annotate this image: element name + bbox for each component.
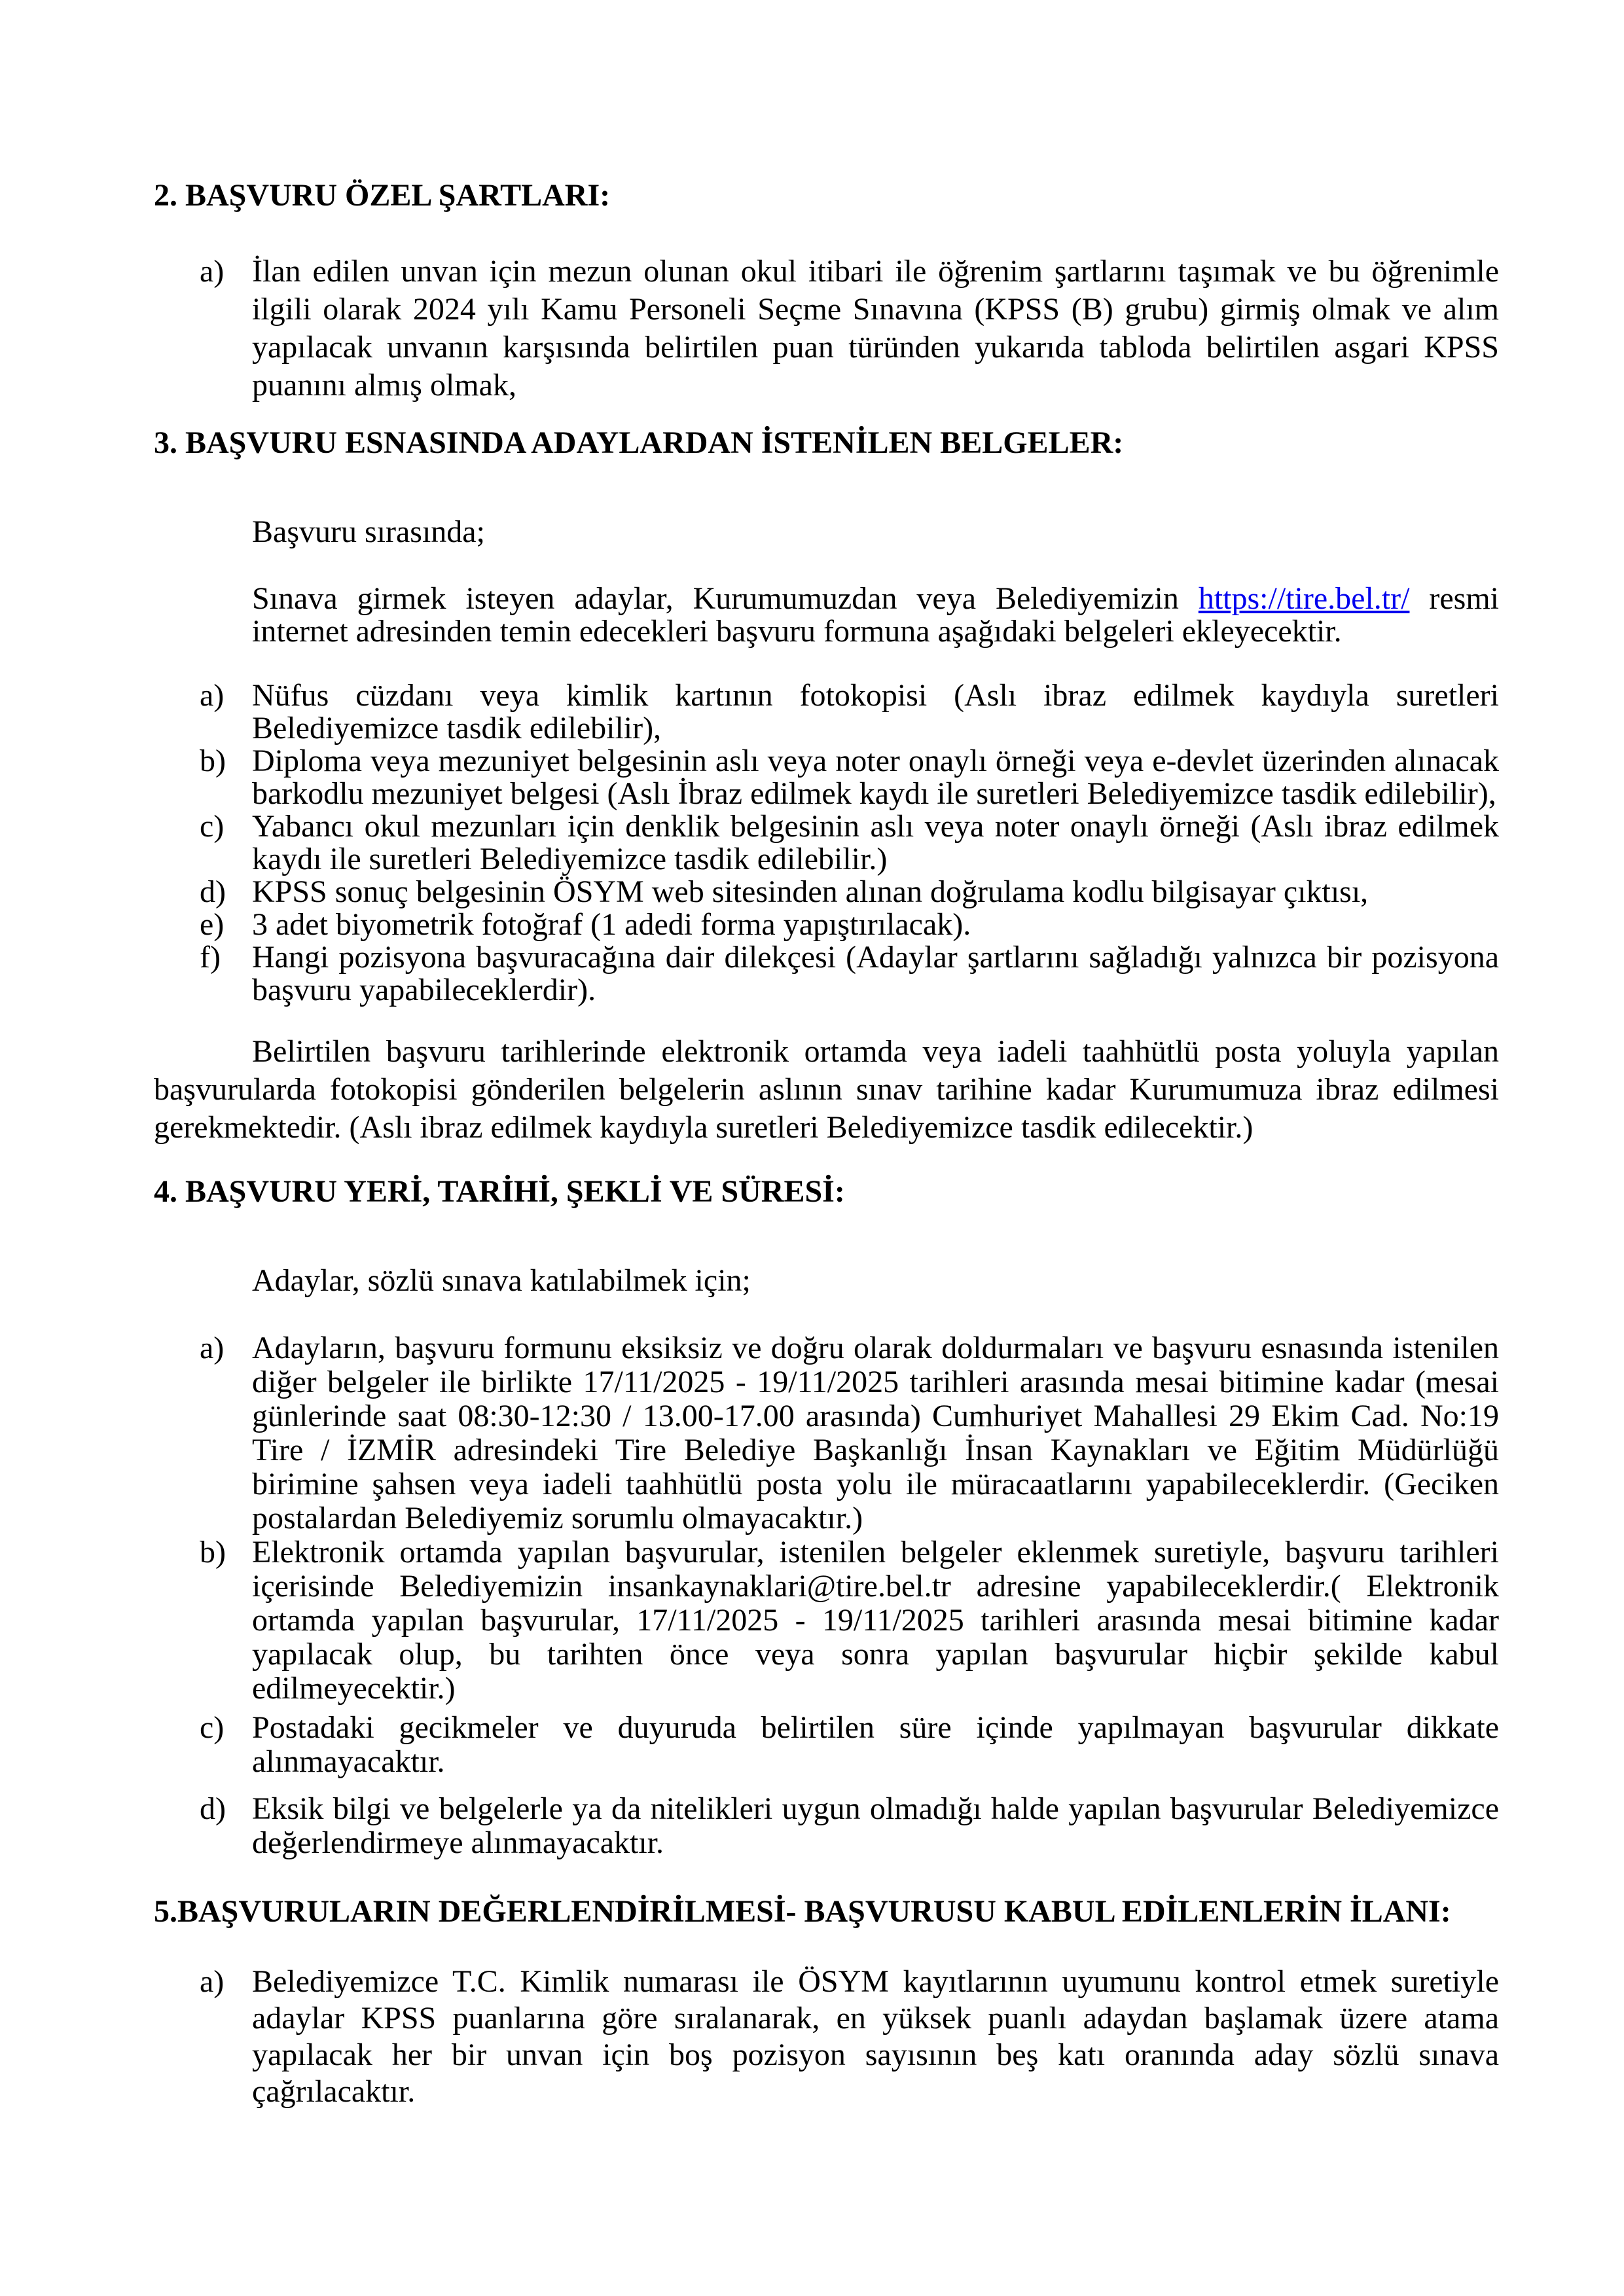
list-item [154,1792,1499,1860]
list-item-text: Adayların, başvuru formunu eksiksiz ve doğru olarak doldurmaları ve başvuru esnasında istenilen diğer belgeler ile birlikte 17/11/2025 - 19/11/2025 tarihleri arasında mesai bitimine kadar (mesai günlerinde saat 08:30-12:30 / 13.00-17.00 arasında) Cumhuriyet Mahallesi 29 Ekim Cad. No:19 Tire / İZMİR adresindeki Tire Belediye Başkanlığı İnsan Kaynakları ve Eğitim Müdürlüğü birimine şahsen veya iadeli taahhütlü posta yolu ile müracaatlarını yapabileceklerdir. (Geciken postalardan Belediyemiz sorumlu olmayacaktır.) [252,1331,1499,1535]
list-item-text: İlan edilen unvan için mezun olunan okul itibari ile öğrenim şartlarını taşımak ve bu öğrenimle ilgili olarak 2024 yılı Kamu Personeli Seçme Sınavına (KPSS (B) grubu) girmiş olmak ve alım yapılacak unvanın karşısında belirtilen puan türünden yukarıda tabloda belirtilen asgari KPSS puanını almış olmak, [252,254,1499,403]
list-item-text: Postadaki gecikmeler ve duyuruda belirtilen süre içinde yapılmayan başvurular dikkate alınmayacaktır. [252,1710,1499,1779]
list-marker: a) [200,254,225,289]
list-marker: d) [200,874,226,909]
list-item [154,941,1499,1007]
website-link[interactable]: https://tire.bel.tr/ [1198,581,1410,616]
section-3-list [154,679,1499,1007]
list-item [154,1711,1499,1779]
section-5-heading: 5.BAŞVURULARIN DEĞERLENDİRİLMESİ- BAŞVURUSU KABUL EDİLENLERİN İLANI: [154,1894,1451,1929]
list-item [154,1535,1499,1706]
section-3-heading: 3. BAŞVURU ESNASINDA ADAYLARDAN İSTENİLEN BELGELER: [154,425,1124,460]
list-item [154,745,1499,810]
list-item-text: 3 adet biyometrik fotoğraf (1 adedi forma yapıştırılacak). [252,907,971,942]
list-marker: f) [200,940,221,975]
list-marker: b) [200,1535,226,1570]
section-2-list [154,253,1499,404]
list-item-text: Belediyemizce T.C. Kimlik numarası ile ÖSYM kayıtlarının uyumunu kontrol etmek suretiyle adaylar KPSS puanlarına göre sıralanarak, en yüksek puanlı adaydan başlamak üzere atama yapılacak her bir unvan için boş pozisyon sayısının beş katı oranında aday sözlü sınava çağrılacaktır. [252,1964,1499,2109]
list-item [154,1964,1499,2110]
section-3-intro-2 [154,583,1499,648]
list-item [154,253,1499,404]
list-item-text: Elektronik ortamda yapılan başvurular, istenilen belgeler eklenmek suretiyle, başvuru tarihleri içerisinde Belediyemizin insankaynaklari@tire.bel.tr adresine yapabileceklerdir.( Elektronik ortamda yapılan başvurular, 17/11/2025 - 19/11/2025 tarihleri arasında mesai bitimine kadar yapılacak olup, bu tarihten önce veya sonra yapılan başvurular hiçbir şekilde kabul edilmeyecektir.) [252,1535,1499,1706]
list-marker: c) [200,1710,225,1745]
list-item-text: Nüfus cüzdanı veya kimlik kartının fotokopisi (Aslı ibraz edilmek kaydıyla suretleri Belediyemizce tasdik edilebilir), [252,678,1499,745]
list-item [154,810,1499,876]
list-item-text: Hangi pozisyona başvuracağına dair dilekçesi (Adaylar şartlarını sağladığı yalnızca bir pozisyona başvuru yapabileceklerdir). [252,940,1499,1007]
section-3-note: Belirtilen başvuru tarihlerinde elektronik ortamda veya iadeli taahhütlü posta yoluyla yapılan başvurularda fotokopisi gönderilen belgelerin aslının sınav tarihine kadar Kurumumuza ibraz edilmesi gerekmektedir. (Aslı ibraz edilmek kaydıyla suretleri Belediyemizce tasdik edilecektir.) [154,1034,1499,1145]
section-2-heading: 2. BAŞVURU ÖZEL ŞARTLARI: [154,178,611,213]
list-item [154,1331,1499,1535]
list-marker: e) [200,907,225,942]
list-item-text: Diploma veya mezuniyet belgesinin aslı veya noter onaylı örneği veya e-devlet üzerinden alınacak barkodlu mezuniyet belgesi (Aslı İbraz edilmek kaydı ile suretleri Belediyemizce tasdik edilebilir), [252,744,1499,811]
section-4-intro: Adaylar, sözlü sınava katılabilmek için; [252,1263,751,1298]
intro-text-before: Sınava girmek isteyen adaylar, Kurumumuzdan veya Belediyemizin [252,581,1199,616]
list-marker: c) [200,809,225,844]
list-marker: a) [200,1964,225,1999]
section-4-heading: 4. BAŞVURU YERİ, TARİHİ, ŞEKLİ VE SÜRESİ: [154,1174,845,1209]
list-marker: a) [200,678,225,713]
list-item [154,908,1499,941]
section-4-list [154,1331,1499,1860]
list-marker: a) [200,1331,225,1365]
document-page [154,177,1499,2110]
intro-text-after: resmi internet adresinden temin edecekleri başvuru formuna aşağıdaki belgeleri ekleyecektir. [252,581,1500,649]
list-item-text: Eksik bilgi ve belgelerle ya da nitelikleri uygun olmadığı halde yapılan başvurular Belediyemizce değerlendirmeye alınmayacaktır. [252,1791,1499,1860]
section-3-intro-1: Başvuru sırasında; [252,514,485,549]
list-item-text: Yabancı okul mezunları için denklik belgesinin aslı veya noter onaylı örneği (Aslı ibraz edilmek kaydı ile suretleri Belediyemizce tasdik edilebilir.) [252,809,1499,876]
list-marker: b) [200,744,226,778]
list-item [154,876,1499,908]
list-item [154,679,1499,745]
list-marker: d) [200,1791,226,1826]
section-5-list [154,1964,1499,2110]
list-item-text: KPSS sonuç belgesinin ÖSYM web sitesinden alınan doğrulama kodlu bilgisayar çıktısı, [252,874,1369,909]
